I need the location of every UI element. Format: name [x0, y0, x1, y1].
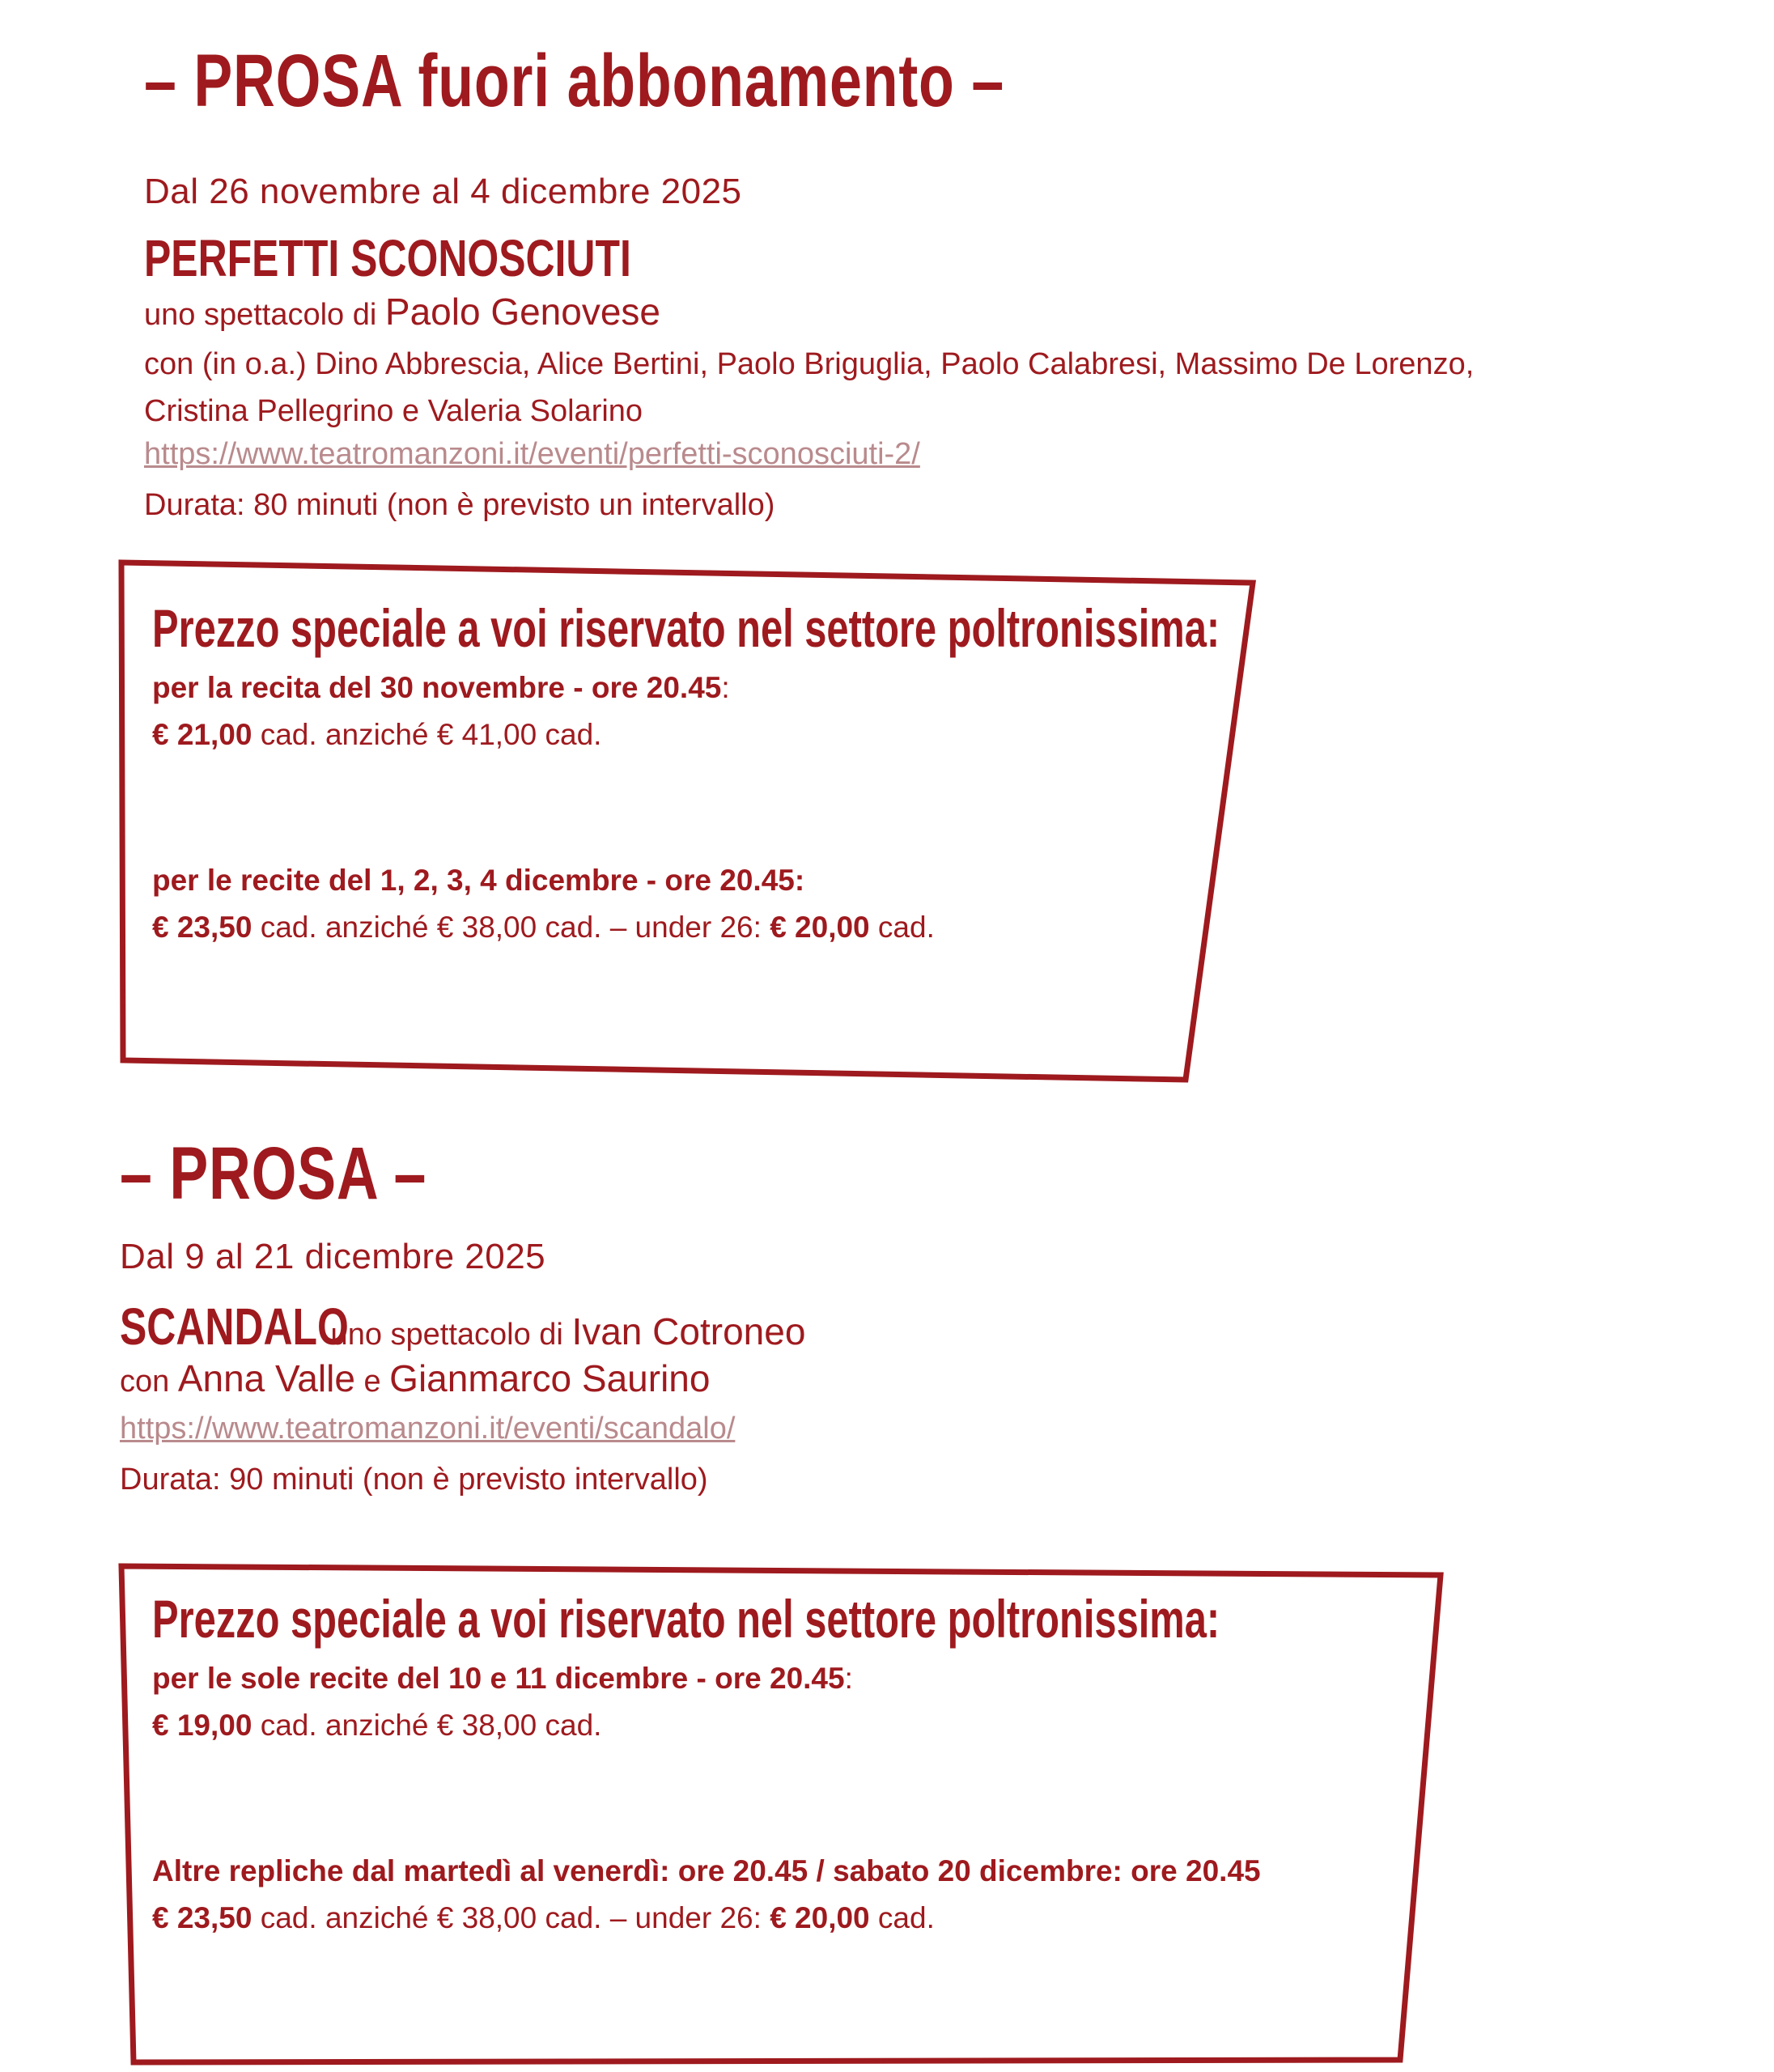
show-title: PERFETTI SCONOSCIUTI — [144, 229, 631, 287]
offer-performance: per le recite del 1, 2, 3, 4 dicembre - ore 20.45: — [152, 864, 805, 897]
offer-box-heading: Prezzo speciale a voi riservato nel settore poltronissima: — [152, 1589, 1220, 1649]
offer-price: € 21,00 cad. anziché € 41,00 cad. — [152, 718, 602, 751]
show-duration: Durata: 80 minuti (non è previsto un intervallo) — [144, 488, 775, 522]
show-duration: Durata: 90 minuti (non è previsto intervallo) — [120, 1463, 708, 1497]
event-link[interactable]: https://www.teatromanzoni.it/eventi/perfetti-sconosciuti-2/ — [144, 437, 920, 471]
offer-box-heading: Prezzo speciale a voi riservato nel settore poltronissima: — [152, 598, 1220, 658]
show-title-credit: SCANDALO uno spettacolo di Ivan Cotroneo — [120, 1297, 806, 1356]
cast-line: con Anna Valle e Gianmarco Saurino — [120, 1357, 711, 1399]
show-dates: Dal 9 al 21 dicembre 2025 — [120, 1237, 546, 1276]
section-heading: – PROSA – — [120, 1132, 427, 1215]
director-name: Paolo Genovese — [384, 291, 661, 333]
offer-performance: Altre repliche dal martedì al venerdì: ore 20.45 / sabato 20 dicembre: ore 20.45 — [152, 1854, 1261, 1887]
offer-performance: per le sole recite del 10 e 11 dicembre - ore 20.45: — [152, 1662, 853, 1695]
director-name: Ivan Cotroneo — [571, 1310, 806, 1352]
offer-price: € 23,50 cad. anziché € 38,00 cad. – under 26: € 20,00 cad. — [152, 911, 935, 944]
cast-line: Cristina Pellegrino e Valeria Solarino — [144, 394, 643, 428]
cast-line: con (in o.a.) Dino Abbrescia, Alice Bertini, Paolo Briguglia, Paolo Calabresi, Massimo De Lorenzo, — [144, 347, 1475, 381]
offer-performance: per la recita del 30 novembre - ore 20.45: — [152, 671, 730, 704]
offer-price: € 23,50 cad. anziché € 38,00 cad. – under 26: € 20,00 cad. — [152, 1901, 935, 1934]
section-heading: – PROSA fuori abbonamento – — [144, 40, 1005, 122]
show-title: SCANDALO — [120, 1297, 349, 1356]
offer-price: € 19,00 cad. anziché € 38,00 cad. — [152, 1709, 602, 1742]
show-dates: Dal 26 novembre al 4 dicembre 2025 — [144, 172, 742, 211]
show-credit: uno spettacolo di Paolo Genovese — [144, 291, 661, 333]
event-link[interactable]: https://www.teatromanzoni.it/eventi/scandalo/ — [120, 1412, 736, 1446]
